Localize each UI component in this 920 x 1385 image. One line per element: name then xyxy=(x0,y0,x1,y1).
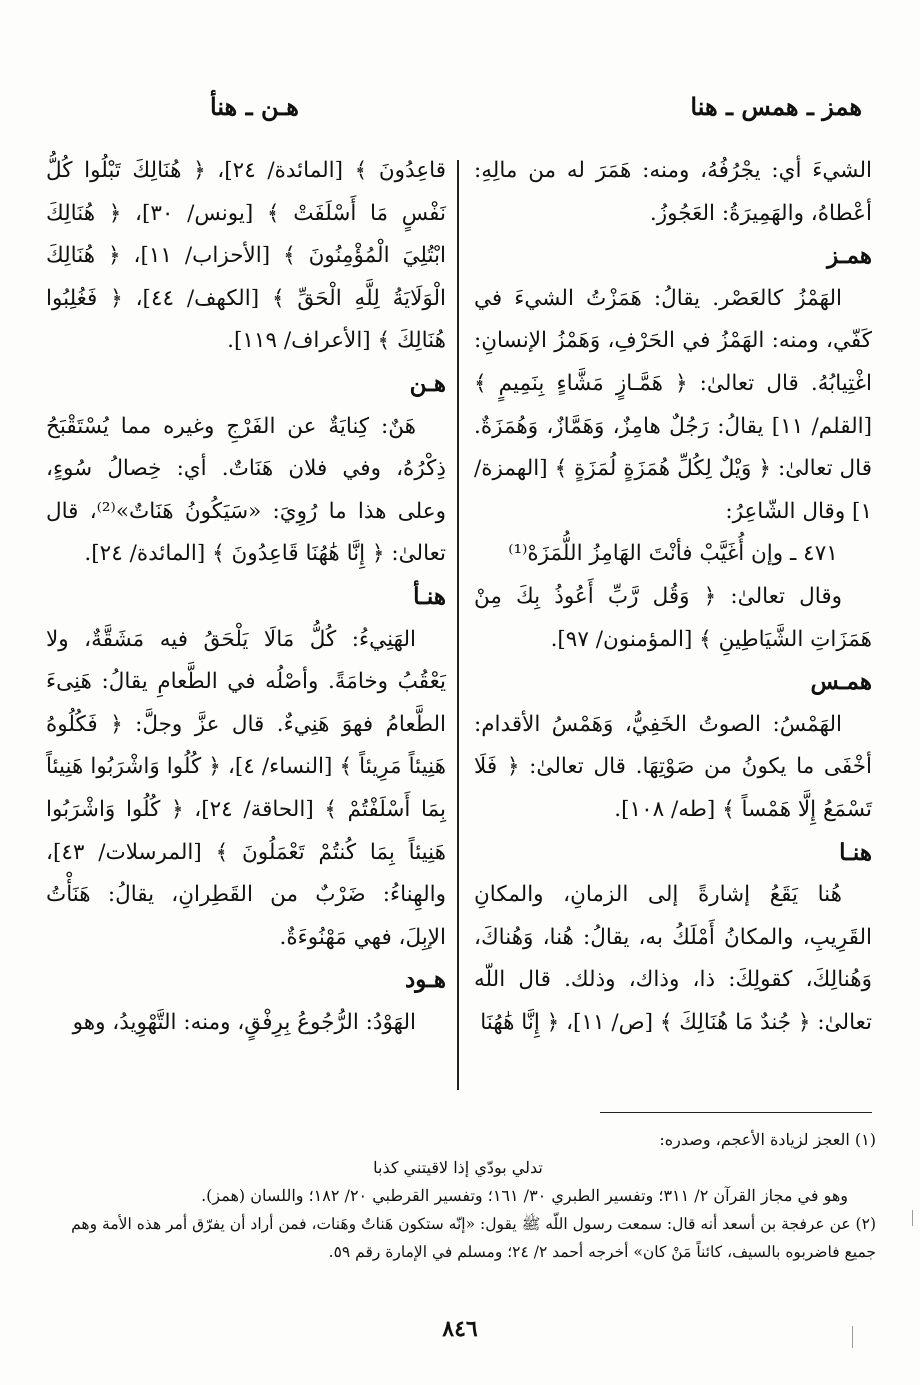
left-column xyxy=(46,150,446,1044)
page-number: ٨٤٦ xyxy=(442,1316,478,1342)
scan-mark xyxy=(852,1326,853,1348)
running-header-left: هـن ـ هنأ xyxy=(210,92,299,121)
paragraph: الهَمْسُ: الصوتُ الخَفِيُّ، وَهَمْسُ الأقدام: أخْفَى ما يكونُ من صَوْتِهَا. قال تعالىٰ: ﴿ فَلَا تَسْمَعُ إِلَّا هَمْساً ﴾ [طه/ ١٠٨]. xyxy=(474,711,872,822)
footnote-rule xyxy=(600,1112,872,1113)
paragraph: الهَنِيءُ: كُلُّ مَالَا يَلْحَقُ فيه مَشَقَّةٌ، ولا يَعْقُبُ وخامَةً. وأصْلُه في الطَّعامِ يقالُ: هَنِىءَ الطَّعامُ فهوَ هَنِيءٌ. قال عزَّ وجلَّ: ﴿ فَكُلُوهُ هَنِيئاً مَرِيئاً ﴾ [النساء/ ٤]، ﴿ كُلُوا وَاشْرَبُوا هَنِيئاً بِمَا أَسْلَفْتُمْ ﴾ [الحاقة/ ٢٤]، ﴿ كُلُوا وَاشْرَبُوا هَنِيئاً بِمَا كُنتُمْ تَعْمَلُونَ ﴾ [المرسلات/ ٤٣]، والهِناءُ: ضَرْبٌ من القَطِرانِ، يقالُ: هَنَأْتُ الإبِلَ، فهي مَهْنُوءَةٌ. xyxy=(46,626,446,950)
paragraph: وقال تعالىٰ: ﴿ وَقُل رَّبِّ أَعُوذُ بِكَ مِنْ هَمَزَاتِ الشَّيَاطِينِ ﴾ [المؤمنون/ ٩٧]. xyxy=(474,583,872,652)
footnote-1: (١) العجز لزيادة الأعجم، وصدره: xyxy=(659,1130,876,1149)
poetry-verse: ٤٧١ ـ وإن أُغَيَّبْ فأنْتَ الهَامِزُ اللُّمَزَهْ⁽¹⁾ xyxy=(508,541,838,567)
paragraph: هُنا يَقَعُ إشارةً إلى الزمانِ، والمكانِ القَرِيبِ، والمكانُ أَمْلَكُ به، يقالُ: هُنا، وَهُناكَ، وَهُنالِكَ، كقولِكَ: ذا، وذاك، وذلك. قال اللّه تعالىٰ: ﴿ جُندٌ مَا هُنَالِكَ ﴾ [ص/ ١١]، ﴿ إِنَّا هَٰهُنَا xyxy=(474,882,872,1035)
headword-hana: هنـأ xyxy=(413,582,446,610)
headword-hams: همـس xyxy=(810,668,872,696)
running-header-right: همز ـ همس ـ هنا xyxy=(690,92,862,121)
footnote-1-verse: تدلي بودّي إذا لاقيتني كذبا xyxy=(373,1158,543,1177)
headword-han: هـن xyxy=(409,369,446,397)
paragraph: هَنٌ: كِنايَةٌ عن الفَرْجِ وغيره مما يُسْتَقْبَحُ ذِكْرُهُ، وفي فلان هَنَاتٌ. أي: خِصالُ سُوءٍ، وعلى هذا ما رُوِيَ: «سَيَكُونُ هَنَاتٌ»⁽²⁾، قال تعالىٰ: ﴿ إِنَّا هَٰهُنَا قَاعِدُونَ ﴾ [المائدة/ ٢٤]. xyxy=(46,413,446,567)
column-divider xyxy=(457,160,459,1090)
paragraph: الهَوْدُ: الرُّجُوعُ بِرِفْقٍ، ومنه: التَّهْوِيدُ، وهو xyxy=(72,1009,416,1035)
right-column xyxy=(474,150,872,1044)
paragraph: الشيءَ أي: يجْرُفُهُ، ومنه: هَمَرَ له من مالِهِ: أعْطاهُ، والهَمِيرَةُ: العَجُوزُ. xyxy=(474,158,872,226)
headword-hamz: همـز xyxy=(827,242,872,270)
footnote-2: (٢) عن عرفجة بن أسعد أنه قال: سمعت رسول اللّه ﷺ يقول: «إنّه ستكون هَناتٌ وهَنات، فمن أراد أن يفرّق أمر هذه الأمة وهم جميع فاضربوه بالسيف، كائناً مَنْ كان» أخرجه أحمد ٢/ ٢٤؛ ومسلم في الإمارة رقم ٥٩. xyxy=(71,1215,876,1261)
footnote-1-source: وهو في مجاز القرآن ٢/ ٣١١؛ وتفسير الطبري ٣٠/ ١٦١؛ وتفسير القرطبي ٢٠/ ١٨٢؛ واللسان (همز). xyxy=(201,1186,848,1205)
paragraph: الهَمْزُ كالعَصْر. يقالُ: هَمَزْتُ الشيءَ في كَفّي، ومنه: الهَمْزُ في الحَرْفِ، وَهَمْزُ الإنسانِ: اغْتِيابُهُ. قال تعالىٰ: ﴿ هَمَّـازٍ مَشَّاءٍ بِنَمِيمٍ ﴾ [القلم/ ١١] يقالُ: رَجُلٌ هامِزٌ، وَهَمَّازٌ، وَهُمَزَةٌ. قال تعالىٰ: ﴿ وَيْلٌ لِكُلِّ هُمَزَةٍ لُمَزَةٍ ﴾ [الهمزة/ ١] وقال الشّاعِرُ: xyxy=(474,285,872,524)
paragraph: قاعِدُونَ ﴾ [المائدة/ ٢٤]، ﴿ هُنَالِكَ تَبْلُوا كُلُّ نَفْسٍ مَا أَسْلَفَتْ ﴾ [يونس/ ٣٠]، ﴿ هُنَالِكَ ابْتُلِيَ الْمُؤْمِنُونَ ﴾ [الأحزاب/ ١١]، ﴿ هُنَالِكَ الْوَلَايَةُ لِلَّهِ الْحَقِّ ﴾ [الكهف/ ٤٤]، ﴿ فَغُلِبُوا هُنَالِكَ ﴾ [الأعراف/ ١١٩]. xyxy=(46,158,446,354)
headword-huna: هنـا xyxy=(839,838,872,866)
scan-mark xyxy=(912,1210,913,1226)
headword-hawd: هـود xyxy=(405,966,446,994)
footnotes xyxy=(40,1126,876,1266)
